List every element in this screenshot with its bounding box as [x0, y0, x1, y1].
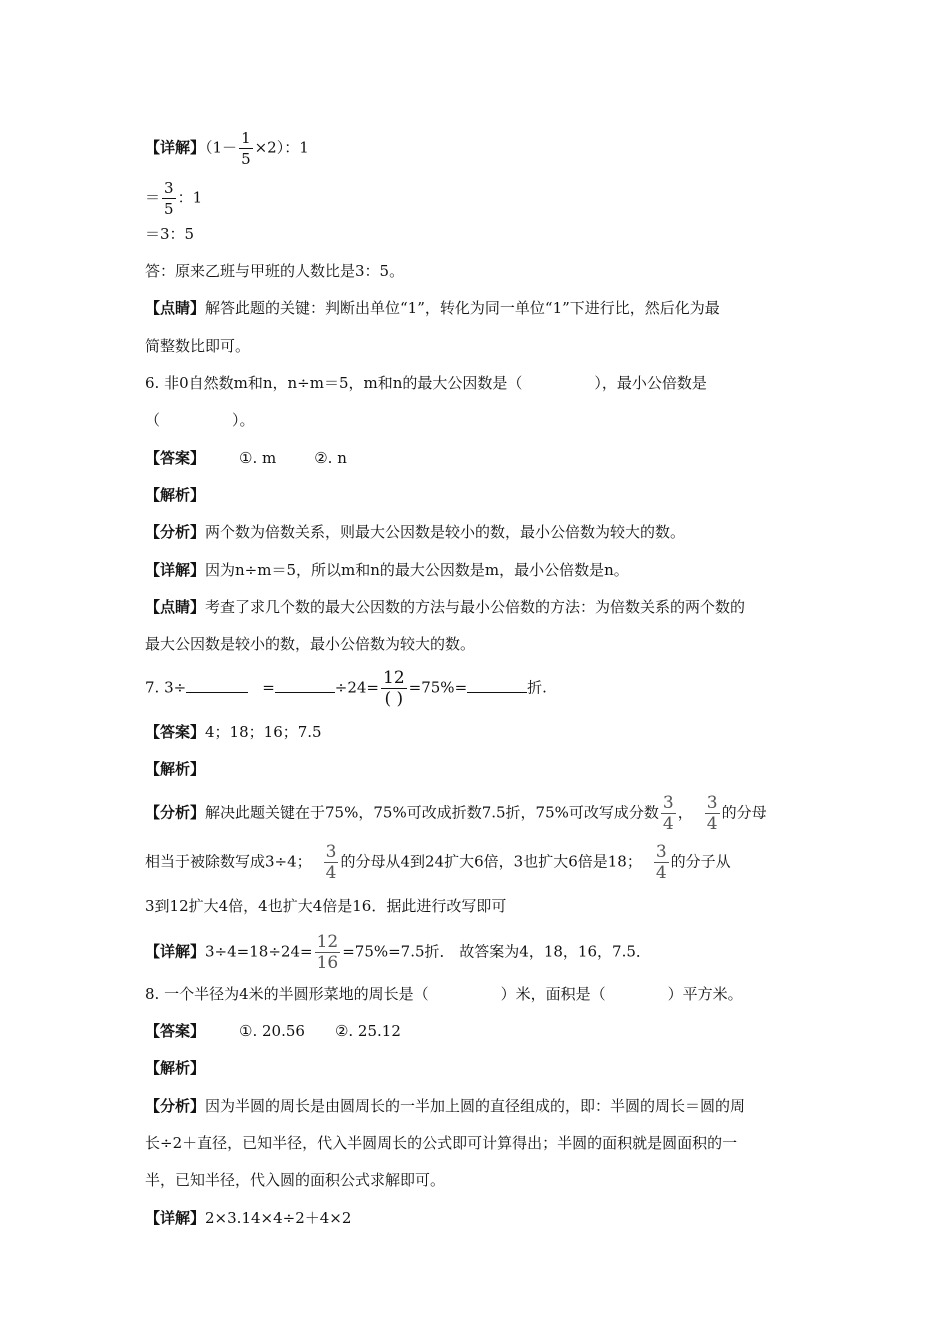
numerator: 3: [325, 842, 337, 862]
numerator: 3: [706, 793, 718, 813]
detail-line-5-1: [145, 128, 309, 169]
text: ×2）：1: [254, 138, 309, 157]
text: 3÷4=18÷24=: [205, 942, 313, 961]
tag-comment: 【点睛】: [145, 299, 206, 317]
text: ＝: [145, 188, 161, 207]
text: 相当于被除数写成3÷4；: [145, 852, 312, 871]
denominator: 5: [241, 150, 251, 168]
numerator: 3: [164, 179, 174, 197]
numerator: 12: [383, 668, 405, 688]
text: ：1: [177, 188, 203, 207]
text: 折.: [527, 678, 547, 697]
equation-line-1: [145, 178, 202, 219]
analysis-header-8: 【解析】: [145, 1059, 206, 1077]
answer-line-8: [145, 1021, 401, 1041]
text: =75%=: [408, 678, 468, 697]
fraction-3-4: [654, 842, 669, 883]
denominator: 4: [655, 863, 667, 883]
text: ）。: [232, 411, 255, 429]
detail-line-7: [145, 932, 651, 973]
answer-2: ②. 25.12: [334, 1022, 401, 1040]
text: 解答此题的关键：判断出单位“1”，转化为同一单位“1”下进行比，然后化为最: [205, 299, 720, 317]
denominator: 5: [164, 200, 174, 218]
text: 8. 一个半径为4米的半圆形菜地的周长是（: [145, 985, 429, 1003]
text: 考查了求几个数的最大公因数的方法与最小公倍数的方法：为倍数关系的两个数的: [205, 598, 746, 616]
text: ÷24=: [334, 678, 380, 697]
text: ）米，面积是（: [500, 985, 606, 1003]
answer-line-6: [145, 448, 347, 468]
text: 的分母: [721, 803, 767, 822]
tag-answer: 【答案】: [145, 1022, 206, 1040]
tag-analysis: 【分析】: [145, 523, 206, 541]
text: ，: [677, 803, 693, 822]
numerator: 1: [241, 129, 251, 147]
analysis-line-7-1: [145, 793, 767, 834]
denominator: 4: [325, 863, 337, 883]
tag-detail: 【详解】: [145, 138, 206, 157]
analysis-line-8-2: 长÷2＋直径，已知半径，代入半圆周长的公式即可计算得出；半圆的面积就是圆面积的一: [145, 1134, 738, 1152]
tag-analysis: 【分析】: [145, 803, 206, 822]
detail-line-6: [145, 560, 629, 580]
text: =: [262, 678, 275, 697]
question-6-line-1: [145, 373, 707, 393]
text: 4；18；16；7.5: [205, 723, 322, 741]
blank-3: [467, 678, 527, 693]
fraction-12-16: [315, 932, 341, 973]
text: 解决此题关键在于75%，75%可改成折数7.5折，75%可改写成分数: [205, 803, 659, 822]
numerator: 3: [662, 793, 674, 813]
text: ）平方米。: [667, 985, 743, 1003]
question-6-line-2: [145, 410, 255, 430]
fraction-3-4: [705, 793, 720, 834]
text: =75%=7.5折． 故答案为4，18，16，7.5．: [342, 942, 651, 961]
denominator: 4: [706, 814, 718, 834]
analysis-line-8-1: [145, 1096, 745, 1116]
text: 因为n÷m＝5，所以m和n的最大公因数是m，最小公倍数是n。: [205, 561, 629, 579]
question-8-line: [145, 984, 743, 1004]
comment-line-6-1: [145, 597, 745, 617]
tag-detail: 【详解】: [145, 942, 206, 961]
tag-detail: 【详解】: [145, 1209, 206, 1227]
comment-line-6-2: 最大公因数是较小的数，最小公倍数为较大的数。: [145, 635, 476, 653]
answer-1: ①. 20.56: [239, 1022, 305, 1040]
text: （1－: [205, 138, 238, 157]
denominator: ( ): [381, 688, 407, 709]
blank-2: [275, 678, 335, 693]
analysis-header-7: 【解析】: [145, 760, 206, 778]
comment-line-5-1: [145, 298, 720, 318]
numerator: 3: [655, 842, 667, 862]
tag-answer: 【答案】: [145, 449, 206, 467]
text: 因为半圆的周长是由圆周长的一半加上圆的直径组成的，即：半圆的周长＝圆的周: [205, 1097, 746, 1115]
fraction-3-4: [661, 793, 676, 834]
question-7-line: [145, 668, 547, 709]
text: 2×3.14×4÷2＋4×2: [205, 1209, 352, 1227]
tag-analysis: 【分析】: [145, 1097, 206, 1115]
fraction-1-5: [239, 128, 253, 169]
equation-line-2: ＝3：5: [145, 225, 195, 243]
fraction-3-4: [324, 842, 339, 883]
text: （: [145, 411, 161, 429]
blank-1: [186, 678, 248, 693]
text: 两个数为倍数关系，则最大公因数是较小的数，最小公倍数为较大的数。: [205, 523, 686, 541]
denominator: 4: [662, 814, 674, 834]
analysis-line-6: [145, 522, 685, 542]
analysis-header-6: 【解析】: [145, 486, 206, 504]
denominator: 16: [316, 953, 339, 973]
analysis-line-7-3: 3到12扩大4倍，4也扩大4倍是16．据此进行改写即可: [145, 897, 507, 915]
text: 的分母从4到24扩大6倍，3也扩大6倍是18；: [340, 852, 642, 871]
tag-answer: 【答案】: [145, 723, 206, 741]
answer-2: ②. n: [314, 449, 347, 467]
text: 的分子从: [670, 852, 731, 871]
comment-line-5-2: 简整数比即可。: [145, 337, 251, 355]
analysis-line-7-2: [145, 842, 731, 883]
text: 6. 非0自然数m和n，n÷m＝5，m和n的最大公因数是（: [145, 374, 523, 392]
answer-line-5: 答：原来乙班与甲班的人数比是3：5。: [145, 262, 405, 280]
detail-line-8: [145, 1208, 351, 1228]
fraction-3-5: [162, 178, 176, 219]
tag-comment: 【点睛】: [145, 598, 206, 616]
answer-line-7: [145, 722, 322, 742]
numerator: 12: [316, 932, 339, 952]
text: ），最小公倍数是: [594, 374, 707, 392]
tag-detail: 【详解】: [145, 561, 206, 579]
answer-1: ①. m: [239, 449, 277, 467]
fraction-12-blank: [381, 668, 407, 709]
analysis-line-8-3: 半，已知半径，代入圆的面积公式求解即可。: [145, 1171, 446, 1189]
text: 7. 3÷: [145, 678, 187, 697]
